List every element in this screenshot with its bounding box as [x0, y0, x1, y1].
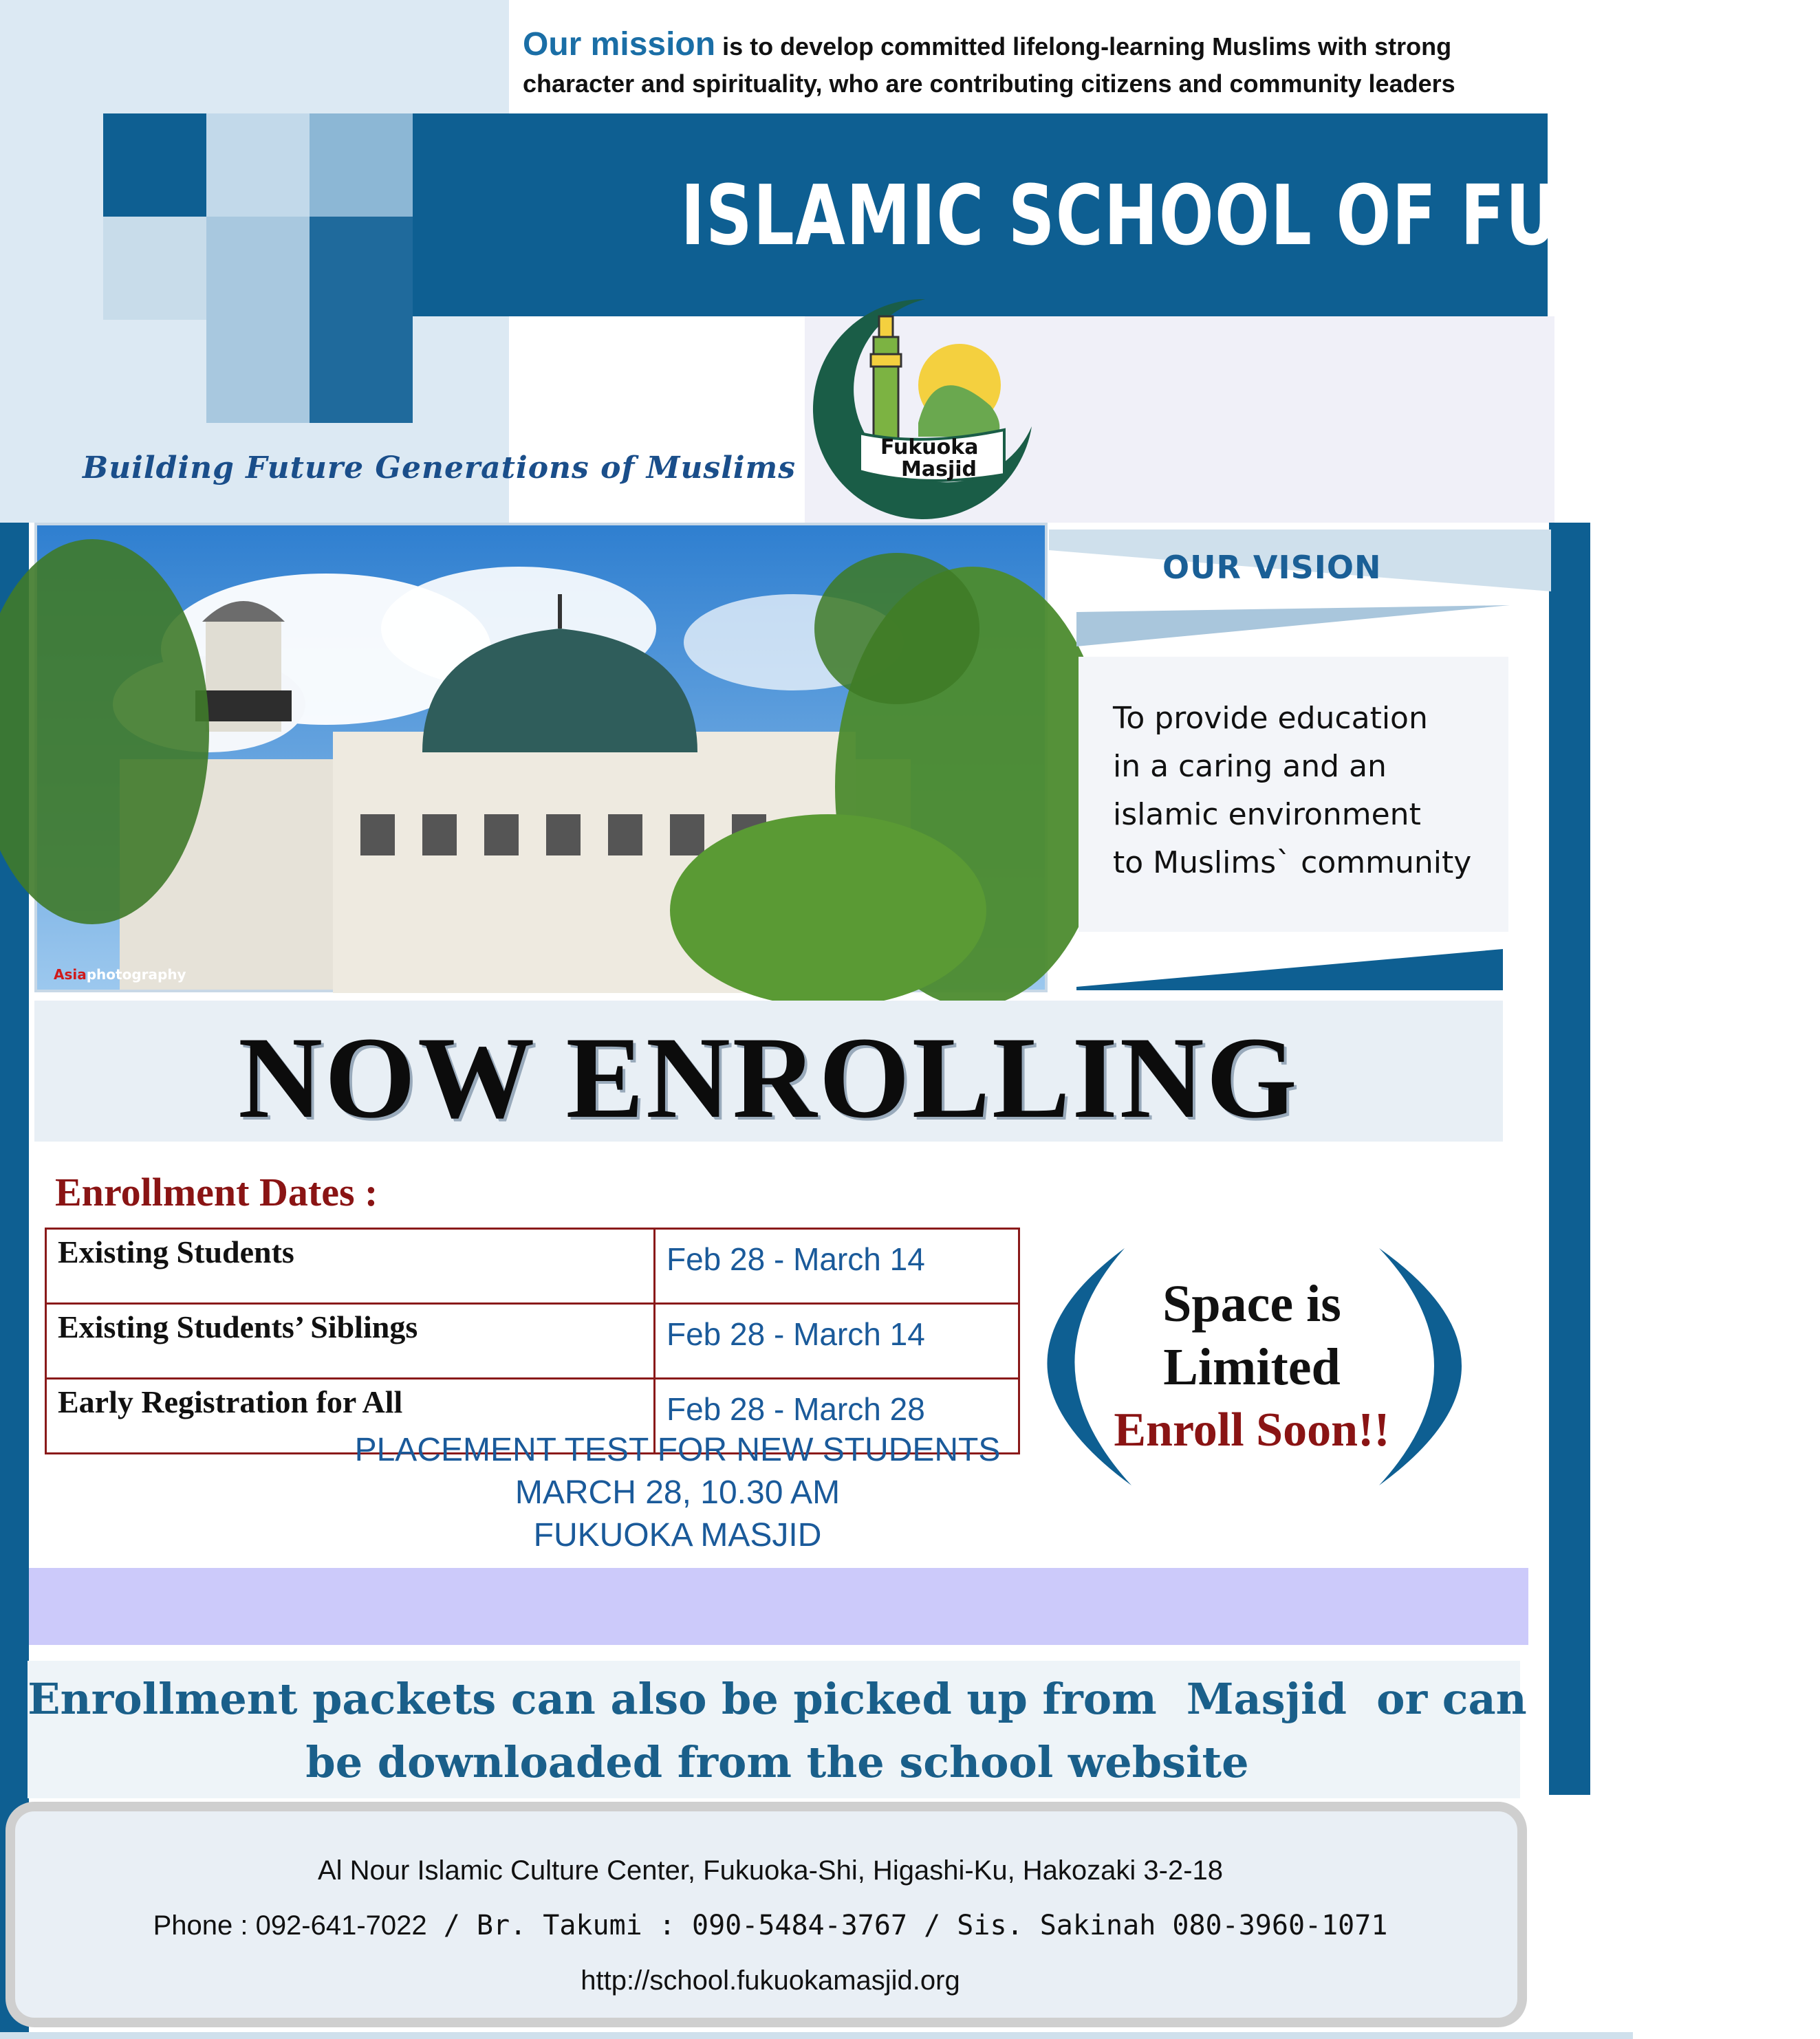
vision-line: in a caring and an	[1113, 749, 1387, 784]
vision-text	[1113, 695, 1505, 887]
table-row	[46, 1229, 1019, 1304]
dates-cell: Feb 28 - March 28	[655, 1379, 1019, 1454]
vision-line: islamic environment	[1113, 797, 1421, 832]
group-cell: Existing Students’ Siblings	[46, 1304, 655, 1379]
enroll-soon: Enroll Soon!!	[1114, 1404, 1390, 1457]
limited-line: Limited	[1163, 1338, 1341, 1396]
decor-square	[310, 113, 413, 217]
mission-line-2: character and spirituality, who are contributing citizens and community leaders	[523, 69, 1455, 98]
divider-band	[29, 1568, 1528, 1645]
masjid-illustration	[37, 525, 1045, 990]
enrollment-dates-heading: Enrollment Dates :	[55, 1170, 378, 1214]
decor-square	[206, 113, 310, 217]
packet-line: Enrollment packets can also be picked up from Masjid or can	[28, 1674, 1527, 1724]
contact-info	[14, 1843, 1527, 2008]
bottom-border	[0, 2032, 1633, 2039]
mission-statement	[523, 26, 1596, 102]
logo-text-fukuoka: Fukuoka	[880, 435, 979, 459]
decor-square	[310, 320, 413, 423]
group-cell: Existing Students	[46, 1229, 655, 1304]
placement-line: FUKUOKA MASJID	[533, 1517, 822, 1553]
vision-line: to Muslims` community	[1113, 845, 1472, 880]
phone-contacts: / Br. Takumi : 090-5484-3767 / Sis. Sakinah 080-3960-1071	[426, 1910, 1388, 1941]
tagline: Building Future Generations of Muslims	[83, 450, 796, 486]
vision-line: To provide education	[1113, 701, 1428, 736]
table-row	[46, 1304, 1019, 1379]
phone-line	[14, 1898, 1527, 1953]
right-border	[1549, 523, 1590, 1795]
decor-square	[206, 217, 310, 320]
logo-text-masjid: Masjid	[901, 457, 977, 481]
enrollment-dates-table	[45, 1228, 1020, 1454]
vision-heading: OUR VISION	[1162, 549, 1382, 586]
fukuoka-masjid-logo-icon	[798, 289, 1046, 523]
placement-line: MARCH 28, 10.30 AM	[514, 1474, 841, 1511]
address: Al Nour Islamic Culture Center, Fukuoka-Shi, Higashi-Ku, Hakozaki 3-2-18	[317, 1855, 1224, 1886]
decor-square	[103, 113, 206, 217]
placement-line: PLACEMENT TEST FOR NEW STUDENTS	[354, 1432, 1001, 1468]
enrollment-packet-note	[28, 1668, 1527, 1794]
mission-lead: Our mission	[523, 26, 716, 63]
space-limited-notice	[1101, 1272, 1403, 1462]
limited-line: Space is	[1162, 1275, 1341, 1333]
dates-cell: Feb 28 - March 14	[655, 1229, 1019, 1304]
decor-square	[103, 217, 206, 320]
now-enrolling-banner: NOW ENROLLING	[238, 1013, 1299, 1142]
website-link[interactable]: http://school.fukuokamasjid.org	[581, 1965, 960, 1996]
decor-square	[310, 217, 413, 320]
school-title: ISLAMIC SCHOOL OF FUKUOKA	[680, 168, 1820, 264]
packet-line: be downloaded from the school website	[305, 1737, 1249, 1787]
photo-credit: Asiaphotography	[54, 966, 186, 983]
mission-line-1: is to develop committed lifelong-learning Muslims with strong	[715, 32, 1452, 61]
dates-cell: Feb 28 - March 14	[655, 1304, 1019, 1379]
placement-test-info	[289, 1429, 1066, 1557]
masjid-photo	[34, 523, 1048, 992]
group-cell: Early Registration for All	[46, 1379, 655, 1454]
decor-square	[206, 320, 310, 423]
phone-main: Phone : 092-641-7022	[153, 1910, 427, 1941]
